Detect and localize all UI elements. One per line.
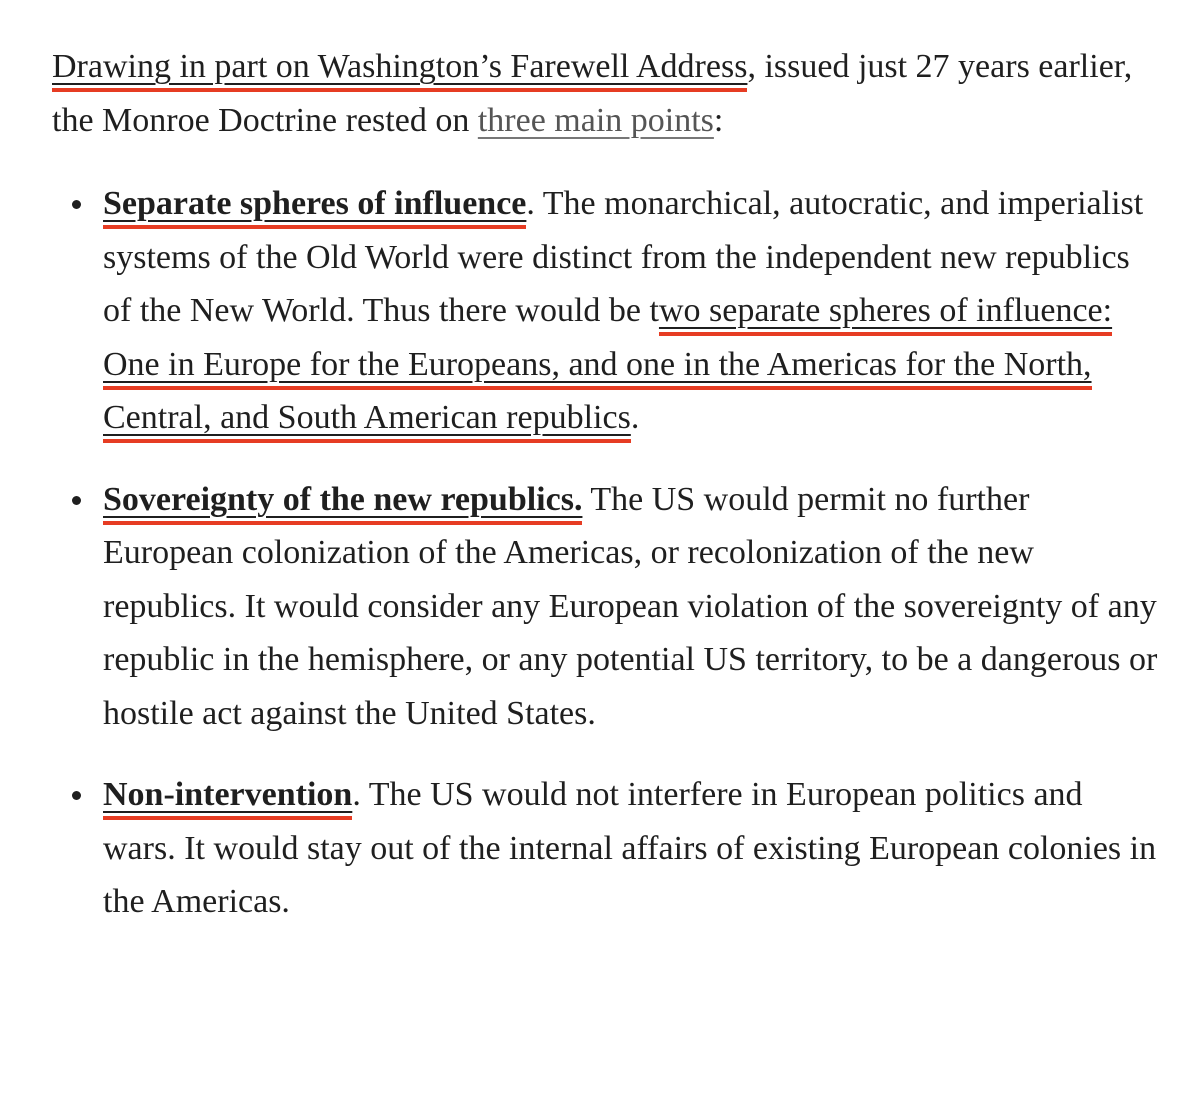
bullet-icon — [72, 200, 81, 209]
intro-text: , issued just 27 years earlier, the Monroe Doctrine rested on — [52, 48, 1133, 139]
three-main-points-link[interactable]: three main points — [477, 101, 714, 139]
doctrine-points-list — [52, 177, 1162, 929]
sovereignty-link[interactable]: Sovereignty of the new republics. — [103, 480, 583, 518]
bullet-icon — [72, 791, 81, 800]
list-item — [52, 768, 1162, 929]
point-text-end: . — [630, 399, 640, 436]
farewell-address-link[interactable]: Drawing in part on Washington’s Farewell Address — [52, 48, 748, 85]
list-item — [52, 177, 1162, 445]
list-item — [52, 473, 1162, 741]
article-body — [52, 40, 1162, 957]
point-text: The US would permit no further European colonization of the Americas, or recolonization of the new republics. It would consider any European violation of the sovereignty of any republic in the hemisphere, or any potential US territory, to be a dangerous or hostile act against the United States. — [103, 480, 1158, 732]
point-text: . The US would not interfere in European politics and wars. It would stay out of the internal affairs of existing European colonies in the Americas. — [103, 776, 1157, 920]
non-intervention-link[interactable]: Non-intervention — [103, 776, 353, 813]
intro-colon: : — [713, 101, 724, 139]
bullet-icon — [72, 496, 81, 505]
point-text: . The monarchical, autocratic, and imperialist systems of the Old World were distinct from the independent new republics of the New World. Thus there would be t — [103, 185, 1144, 329]
spheres-of-influence-link[interactable]: wo separate spheres of influence: One in Europe for the Europeans, and one in the Americas for the North, Central, and South American republics — [103, 292, 1113, 436]
separate-spheres-link[interactable]: Separate spheres of influence — [103, 185, 527, 222]
intro-paragraph — [52, 40, 1162, 147]
